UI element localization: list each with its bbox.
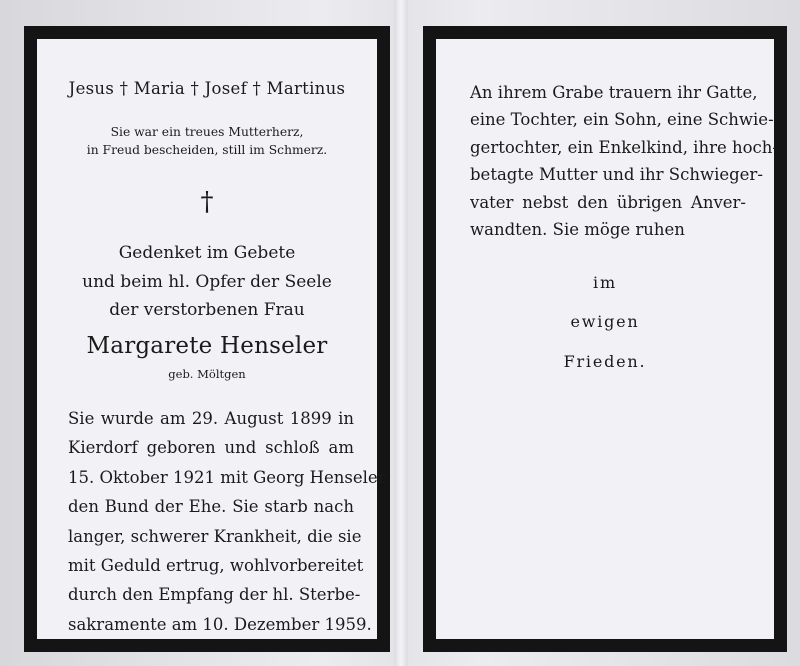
cross-icon: †: [200, 187, 214, 217]
mourners-line: eine Tochter, ein Sohn, eine Schwie-: [470, 110, 774, 130]
bio-line: durch den Empfang der hl. Sterbe-: [68, 585, 361, 605]
mourners-line: betagte Mutter und ihr Schwieger-: [470, 165, 763, 185]
bio-line: Kierdorf geboren und schloß am: [68, 438, 354, 458]
mourners-line: An ihrem Grabe trauern ihr Gatte,: [470, 83, 758, 102]
bio-line: langer, schwerer Krankheit, die sie: [68, 526, 362, 546]
mourners-line: wandten. Sie möge ruhen: [470, 220, 685, 240]
peace-line-1: im: [593, 273, 617, 292]
motto-line-1: Sie war ein treues Mutterherz,: [110, 125, 304, 139]
right-panel: [423, 26, 787, 652]
bio-line: 15. Oktober 1921 mit Georg Henseler: [68, 467, 386, 487]
bio-line: den Bund der Ehe. Sie starb nach: [68, 497, 354, 517]
peace-line-3: Frieden.: [563, 352, 647, 371]
mourners-text: [470, 79, 778, 243]
bio-line: sakramente am 10. Dezember 1959.: [68, 614, 372, 634]
remembrance-line-3: der verstorbenen Frau: [109, 300, 305, 320]
remembrance-line-1: Gedenket im Gebete: [118, 243, 296, 263]
card-fold: [394, 0, 408, 666]
left-panel: [24, 26, 390, 652]
bio-line: Sie wurde am 29. August 1899 in: [68, 409, 354, 428]
biography: [68, 404, 386, 639]
remembrance-line-2: und beim hl. Opfer der Seele: [82, 272, 332, 292]
peace-line-2: ewigen: [570, 312, 640, 331]
mourners-line: gertochter, ein Enkelkind, ihre hoch-: [470, 137, 778, 157]
motto-line-2: in Freud bescheiden, still im Schmerz.: [86, 143, 328, 157]
deceased-name: Margarete Henseler: [86, 333, 328, 359]
saints-line: Jesus † Maria † Josef † Martinus: [68, 79, 346, 98]
mourners-line: vater nebst den übrigen Anver-: [470, 192, 746, 212]
birth-name: geb. Möltgen: [168, 367, 246, 381]
bio-line: mit Geduld ertrug, wohlvorbereitet: [68, 556, 364, 576]
